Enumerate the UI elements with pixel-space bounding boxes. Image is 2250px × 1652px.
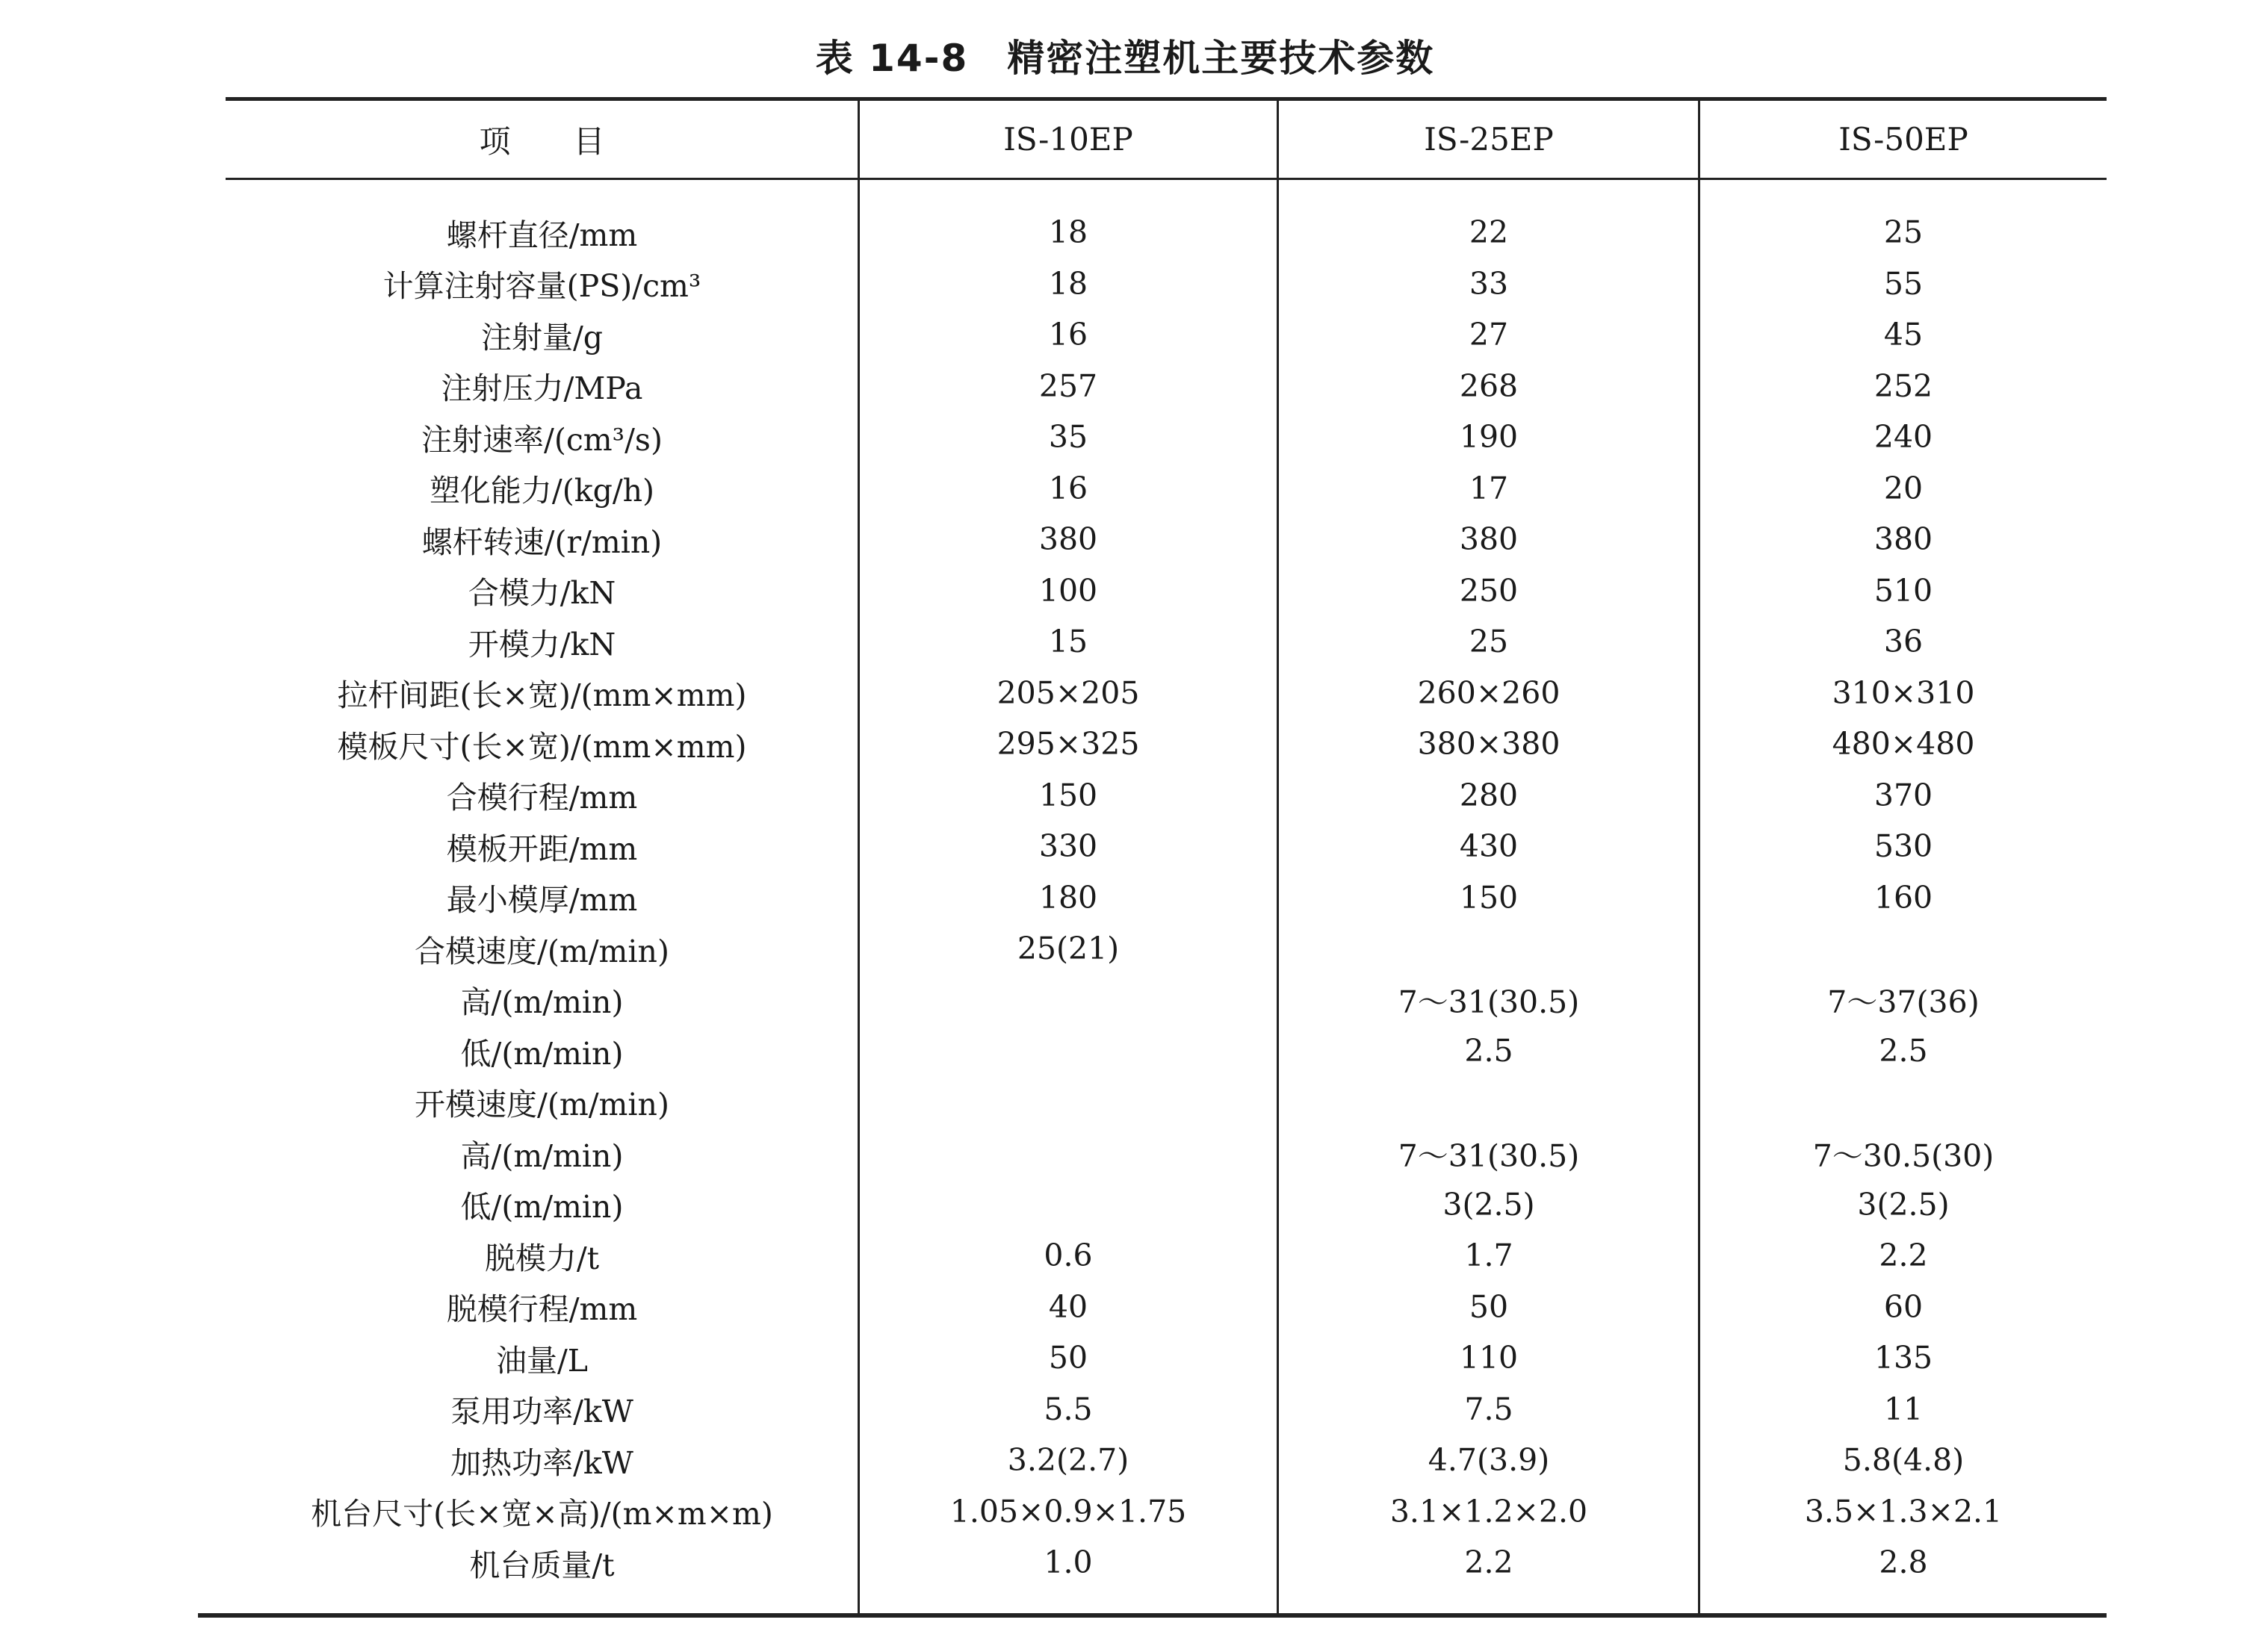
header-is-25ep: IS-25EP	[1424, 121, 1554, 158]
parameter-value: 18	[1048, 214, 1088, 251]
parameter-value: 40	[1048, 1288, 1088, 1325]
table-title: 表 14-8 精密注塑机主要技术参数	[815, 37, 1435, 80]
parameter-label: 合模速度/(m/min)	[415, 933, 669, 969]
parameter-value: 205×205	[997, 674, 1140, 711]
parameter-value: 20	[1883, 470, 1924, 506]
parameter-value: 150	[1459, 879, 1519, 916]
table-row	[0, 718, 2250, 770]
parameter-label: 油量/L	[495, 1342, 589, 1379]
parameter-value: 2.8	[1879, 1544, 1928, 1581]
parameter-value: 25	[1469, 624, 1509, 660]
parameter-value	[859, 975, 1277, 1026]
table-row	[0, 565, 2250, 617]
parameter-value: 480×480	[1832, 726, 1975, 763]
parameter-label: 合模力/kN	[468, 575, 616, 612]
table-row	[0, 770, 2250, 822]
parameter-label: 开模速度/(m/min)	[415, 1087, 669, 1123]
parameter-value: 3.2(2.7)	[1007, 1442, 1129, 1479]
parameter-label: 拉杆间距(长×宽)/(mm×mm)	[337, 677, 747, 714]
parameter-value: 22	[1469, 214, 1509, 251]
parameter-value: 268	[1459, 367, 1519, 404]
parameter-value: 7～37(36)	[1827, 984, 1980, 1021]
parameter-value: 135	[1874, 1340, 1933, 1376]
parameter-value: 18	[1048, 265, 1088, 302]
parameter-label: 机台质量/t	[469, 1547, 615, 1583]
parameter-value: 50	[1469, 1288, 1509, 1325]
parameter-value: 7～31(30.5)	[1398, 1137, 1580, 1174]
parameter-label: 机台尺寸(长×宽×高)/(m×m×m)	[311, 1496, 773, 1533]
bottom-rule	[198, 1613, 2107, 1618]
parameter-value: 1.7	[1464, 1238, 1513, 1274]
parameter-value: 5.5	[1044, 1391, 1093, 1427]
table-row	[0, 1384, 2250, 1435]
table-row	[0, 616, 2250, 668]
parameter-label: 螺杆直径/mm	[446, 217, 638, 253]
table-row	[0, 412, 2250, 463]
parameter-value: 180	[1038, 879, 1098, 916]
table-row	[0, 361, 2250, 412]
parameter-value	[859, 1025, 1277, 1077]
parameter-label: 注射量/g	[480, 319, 604, 355]
parameter-label: 模板尺寸(长×宽)/(mm×mm)	[337, 728, 747, 765]
parameter-label: 泵用功率/kW	[450, 1394, 633, 1430]
table-row	[0, 821, 2250, 872]
parameter-label: 低/(m/min)	[460, 1189, 624, 1226]
parameter-value: 2.5	[1879, 1033, 1928, 1069]
parameter-value: 33	[1469, 265, 1509, 302]
parameter-value: 25(21)	[1017, 931, 1120, 967]
header-item: 项 目	[479, 122, 605, 160]
parameter-value: 150	[1038, 777, 1098, 813]
parameter-value: 3(2.5)	[1857, 1186, 1950, 1223]
parameter-value: 252	[1874, 367, 1933, 404]
parameter-value	[859, 1179, 1277, 1231]
parameter-value	[1279, 1077, 1699, 1128]
parameter-value: 100	[1038, 572, 1098, 609]
parameter-value: 240	[1874, 419, 1933, 456]
header-rule	[226, 178, 2107, 180]
parameter-value: 27	[1469, 317, 1509, 353]
parameter-value: 257	[1038, 367, 1098, 404]
parameter-value: 5.8(4.8)	[1842, 1442, 1965, 1479]
parameter-value: 1.0	[1044, 1544, 1093, 1581]
parameter-value: 15	[1048, 624, 1088, 660]
parameter-label: 注射压力/MPa	[441, 370, 643, 407]
parameter-value: 2.2	[1879, 1238, 1928, 1274]
parameter-value: 430	[1459, 828, 1519, 865]
parameter-label: 合模行程/mm	[446, 780, 638, 816]
parameter-value: 3(2.5)	[1442, 1186, 1535, 1223]
parameter-value: 370	[1874, 777, 1933, 813]
parameter-label: 脱模力/t	[484, 1240, 600, 1276]
parameter-value: 7～30.5(30)	[1812, 1137, 1995, 1174]
parameter-value: 4.7(3.9)	[1428, 1442, 1550, 1479]
parameter-value: 50	[1048, 1340, 1088, 1376]
table-row	[0, 923, 2250, 975]
parameter-value	[1700, 923, 2107, 975]
table-row	[0, 463, 2250, 515]
table-row	[0, 1435, 2250, 1486]
parameter-label: 低/(m/min)	[460, 1035, 624, 1072]
parameter-value	[859, 1128, 1277, 1179]
parameter-value: 380	[1874, 521, 1933, 558]
table-row	[0, 1332, 2250, 1384]
parameter-value: 380	[1038, 521, 1098, 558]
parameter-value: 60	[1883, 1288, 1924, 1325]
parameter-value: 16	[1048, 317, 1088, 353]
parameter-value	[1700, 1077, 2107, 1128]
table-row	[0, 514, 2250, 565]
table-row	[0, 1486, 2250, 1538]
table-row	[0, 1179, 2250, 1231]
parameter-value: 17	[1469, 470, 1509, 506]
parameter-label: 高/(m/min)	[460, 984, 624, 1021]
parameter-value: 260×260	[1417, 674, 1561, 711]
parameter-value: 35	[1048, 419, 1088, 456]
parameter-value: 280	[1459, 777, 1519, 813]
parameter-value: 55	[1883, 265, 1924, 302]
parameter-label: 最小模厚/mm	[446, 882, 638, 919]
parameter-label: 塑化能力/(kg/h)	[429, 473, 655, 509]
parameter-value: 330	[1038, 828, 1098, 865]
parameter-label: 模板开距/mm	[446, 830, 638, 867]
parameter-value	[859, 1077, 1277, 1128]
parameter-value: 2.2	[1464, 1544, 1513, 1581]
parameter-value: 7.5	[1464, 1391, 1513, 1427]
parameter-value: 295×325	[997, 726, 1140, 763]
parameter-value: 36	[1883, 624, 1924, 660]
parameter-value: 530	[1874, 828, 1933, 865]
parameter-value: 310×310	[1832, 674, 1975, 711]
parameter-value	[1279, 923, 1699, 975]
parameter-value: 110	[1459, 1340, 1519, 1376]
parameter-value: 11	[1883, 1391, 1924, 1427]
table-row	[0, 975, 2250, 1026]
header-is-10ep: IS-10EP	[1003, 121, 1133, 158]
table-row	[0, 872, 2250, 924]
parameter-value: 3.1×1.2×2.0	[1389, 1493, 1588, 1530]
parameter-label: 注射速率/(cm³/s)	[421, 421, 663, 458]
header-is-50ep: IS-50EP	[1838, 121, 1968, 158]
parameter-value: 2.5	[1464, 1033, 1513, 1069]
parameter-value: 250	[1459, 572, 1519, 609]
table-row	[0, 1282, 2250, 1333]
parameter-value: 3.5×1.3×2.1	[1804, 1493, 2003, 1530]
table-row	[0, 1025, 2250, 1077]
parameter-label: 计算注射容量(PS)/cm³	[382, 268, 701, 305]
parameter-label: 脱模行程/mm	[446, 1291, 638, 1328]
table-row	[0, 1230, 2250, 1282]
parameter-value: 7～31(30.5)	[1398, 984, 1580, 1021]
table-body	[0, 207, 2250, 1589]
table-row	[0, 309, 2250, 361]
table-row	[0, 1077, 2250, 1128]
parameter-label: 高/(m/min)	[460, 1137, 624, 1174]
parameter-value: 45	[1883, 317, 1924, 353]
parameter-label: 开模力/kN	[468, 626, 616, 662]
parameter-value: 25	[1883, 214, 1924, 251]
parameter-value: 160	[1874, 879, 1933, 916]
parameter-value: 16	[1048, 470, 1088, 506]
parameter-label: 加热功率/kW	[450, 1444, 633, 1481]
table-row	[0, 1128, 2250, 1179]
parameter-value: 380	[1459, 521, 1519, 558]
parameter-value: 380×380	[1417, 726, 1561, 763]
table-row	[0, 668, 2250, 719]
parameter-value: 510	[1874, 572, 1933, 609]
parameter-value: 1.05×0.9×1.75	[949, 1493, 1187, 1530]
table-row	[0, 207, 2250, 258]
table-row	[0, 1537, 2250, 1589]
parameter-value: 0.6	[1044, 1238, 1093, 1274]
parameter-label: 螺杆转速/(r/min)	[421, 524, 663, 560]
parameter-value: 190	[1459, 419, 1519, 456]
table-row	[0, 258, 2250, 310]
